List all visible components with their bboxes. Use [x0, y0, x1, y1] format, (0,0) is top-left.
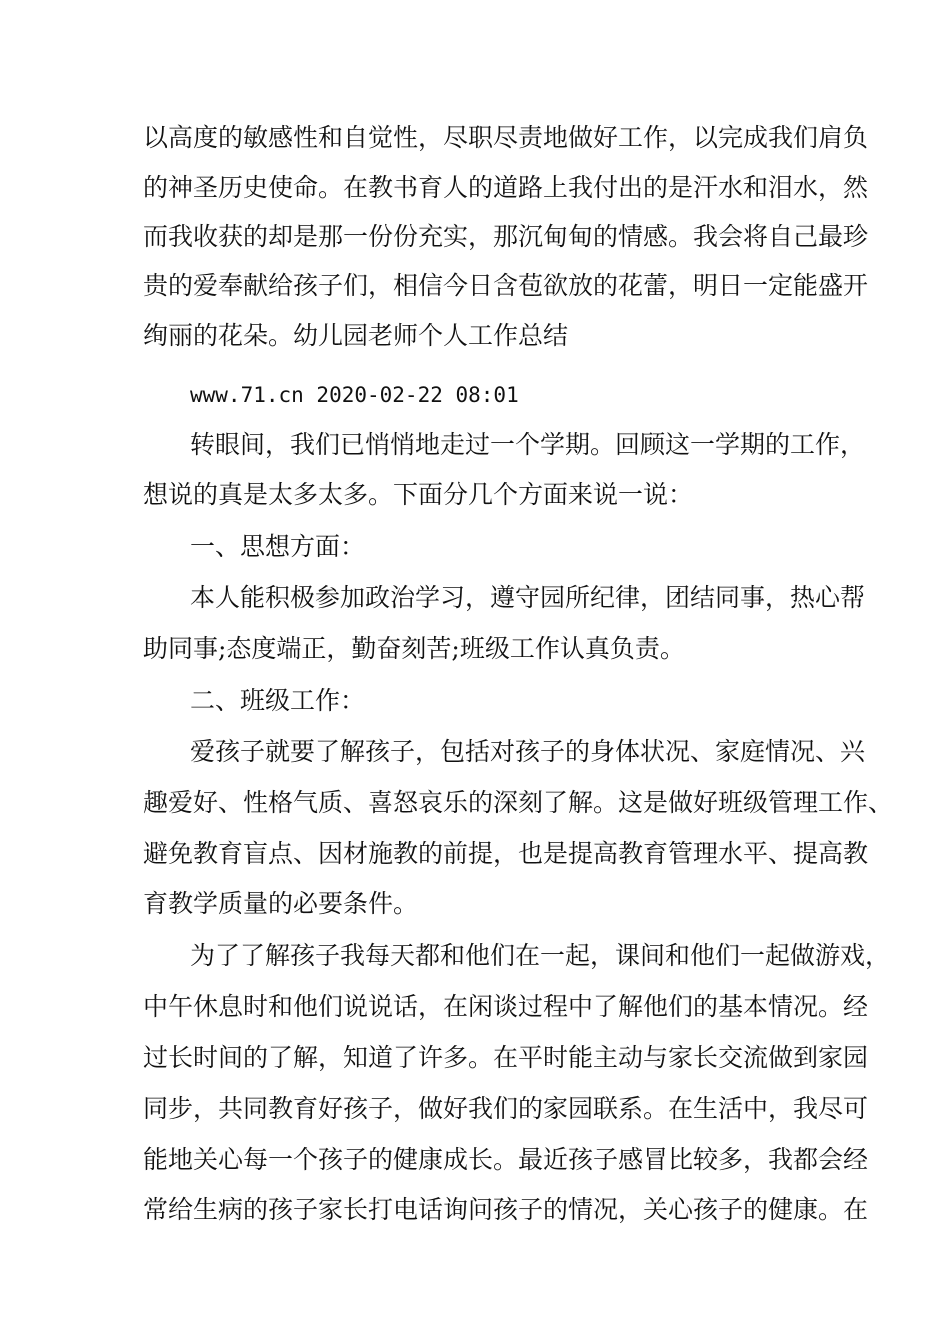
text-line: 本人能积极参加政治学习，遵守园所纪律，团结同事，热心帮	[190, 583, 866, 612]
text-line: 绚丽的花朵。幼儿园老师个人工作总结	[143, 321, 569, 350]
text-line: 想说的真是太多太多。下面分几个方面来说一说：	[143, 480, 694, 509]
source-timestamp: www.71.cn 2020-02-22 08:01	[190, 383, 519, 407]
text-line: 爱孩子就要了解孩子，包括对孩子的身体状况、家庭情况、兴	[190, 737, 866, 766]
text-line: 贵的爱奉献给孩子们，相信今日含苞欲放的花蕾，明日一定能盛开	[143, 271, 869, 300]
text-line: 转眼间，我们已悄悄地走过一个学期。回顾这一学期的工作，	[190, 430, 866, 459]
text-line: 避免教育盲点、因材施教的前提，也是提高教育管理水平、提高教	[143, 839, 869, 868]
section-heading: 二、班级工作：	[190, 686, 366, 715]
text-line: 育教学质量的必要条件。	[143, 889, 419, 918]
text-line: 助同事;态度端正，勤奋刻苦;班级工作认真负责。	[143, 634, 685, 663]
text-line: 同步，共同教育好孩子，做好我们的家园联系。在生活中，我尽可	[143, 1094, 869, 1123]
text-line: 常给生病的孩子家长打电话询问孩子的情况，关心孩子的健康。在	[143, 1195, 869, 1224]
text-line: 趣爱好、性格气质、喜怒哀乐的深刻了解。这是做好班级管理工作、	[143, 788, 894, 817]
text-line: 以高度的敏感性和自觉性，尽职尽责地做好工作，以完成我们肩负	[143, 123, 869, 152]
text-line: 为了了解孩子我每天都和他们在一起，课间和他们一起做游戏，	[190, 941, 891, 970]
section-heading: 一、思想方面：	[190, 532, 366, 561]
text-line: 的神圣历史使命。在教书育人的道路上我付出的是汗水和泪水，然	[143, 173, 869, 202]
text-line: 中午休息时和他们说说话，在闲谈过程中了解他们的基本情况。经	[143, 992, 869, 1021]
text-line: 能地关心每一个孩子的健康成长。最近孩子感冒比较多，我都会经	[143, 1145, 869, 1174]
text-line: 过长时间的了解，知道了许多。在平时能主动与家长交流做到家园	[143, 1043, 869, 1072]
text-line: 而我收获的却是那一份份充实，那沉甸甸的情感。我会将自己最珍	[143, 222, 869, 251]
